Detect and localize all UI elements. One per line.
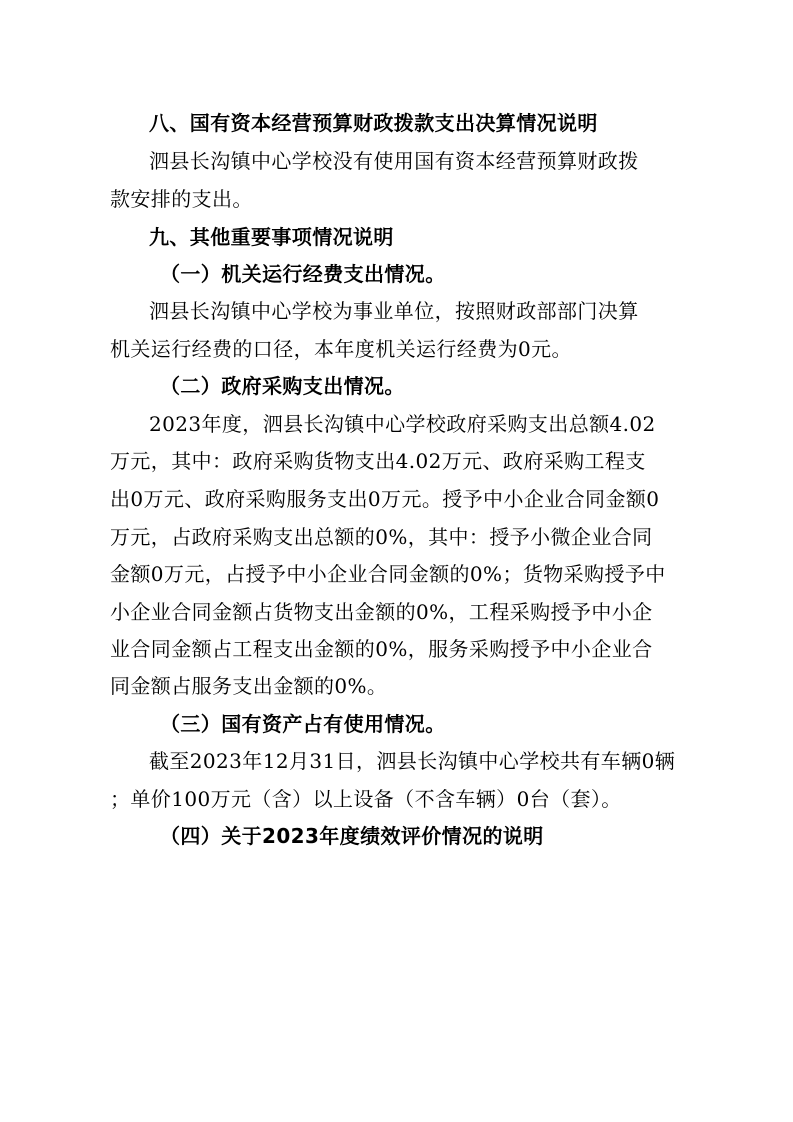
subsection-4-heading: （四）关于2023年度绩效评价情况的说明 <box>160 824 544 848</box>
paragraph-line: 2023年度，泗县长沟镇中心学校政府采购支出总额4.02 <box>149 412 656 436</box>
paragraph-line: 出0万元、政府采购服务支出0万元。授予中小企业合同金额0 <box>110 487 660 511</box>
paragraph-line: ；单价100万元（含）以上设备（不含车辆）0台（套）。 <box>110 787 622 811</box>
paragraph-line: 金额0万元，占授予中小企业合同金额的0%；货物采购授予中 <box>110 562 666 586</box>
paragraph-line: 小企业合同金额占货物支出金额的0%，工程采购授予中小企 <box>110 600 653 624</box>
subsection-2-heading: （二）政府采购支出情况。 <box>160 374 405 398</box>
paragraph-line: 万元，占政府采购支出总额的0%，其中：授予小微企业合同 <box>110 525 653 549</box>
section-9-heading: 九、其他重要事项情况说明 <box>149 225 394 249</box>
paragraph-line: 万元，其中：政府采购货物支出4.02万元、政府采购工程支 <box>110 449 646 473</box>
paragraph-line: 机关运行经费的口径，本年度机关运行经费为0元。 <box>110 337 572 361</box>
paragraph-line: 泗县长沟镇中心学校没有使用国有资本经营预算财政拨 <box>149 149 639 173</box>
paragraph-line: 款安排的支出。 <box>110 187 253 211</box>
subsection-3-heading: （三）国有资产占有使用情况。 <box>160 712 446 736</box>
paragraph-line: 同金额占服务支出金额的0%。 <box>110 674 388 698</box>
paragraph-line: 截至2023年12月31日，泗县长沟镇中心学校共有车辆0辆 <box>149 749 676 773</box>
paragraph-line: 业合同金额占工程支出金额的0%，服务采购授予中小企业合 <box>110 637 653 661</box>
subsection-1-heading: （一）机关运行经费支出情况。 <box>160 262 446 286</box>
paragraph-line: 泗县长沟镇中心学校为事业单位，按照财政部部门决算 <box>149 299 639 323</box>
section-8-heading: 八、国有资本经营预算财政拨款支出决算情况说明 <box>149 111 598 135</box>
